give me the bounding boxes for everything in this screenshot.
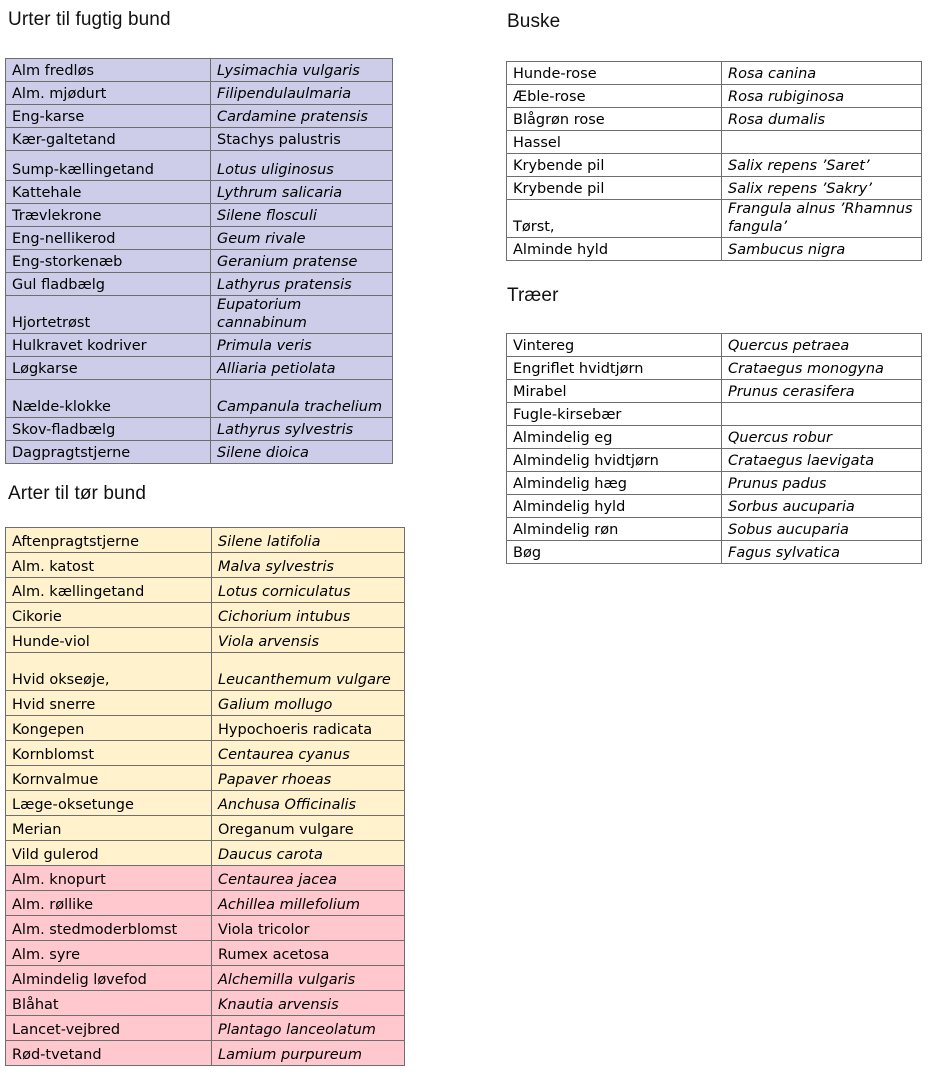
table-row xyxy=(6,296,393,334)
latin-name-cell: Lathyrus pratensis xyxy=(211,273,393,296)
common-name-cell: Vintereg xyxy=(507,334,722,357)
common-name-cell: Alm. syre xyxy=(6,941,212,966)
table-row xyxy=(6,816,405,841)
latin-name-cell: Frangula alnus ’Rhamnus fangula’ xyxy=(722,200,922,238)
latin-name-cell: Quercus petraea xyxy=(722,334,922,357)
table-row xyxy=(507,85,922,108)
table-row xyxy=(6,105,393,128)
common-name-cell: Hvid okseøje, xyxy=(6,653,212,691)
latin-name-cell: Salix repens ’Sakry’ xyxy=(722,177,922,200)
latin-name-cell: Galium mollugo xyxy=(212,691,405,716)
latin-name-cell: Malva sylvestris xyxy=(212,553,405,578)
common-name-cell: Løgkarse xyxy=(6,357,211,380)
latin-name-cell: Stachys palustris xyxy=(211,128,393,151)
table-row xyxy=(507,472,922,495)
table-row xyxy=(6,1041,405,1066)
common-name-cell: Dagpragtstjerne xyxy=(6,441,211,464)
table-row xyxy=(507,518,922,541)
latin-name-cell: Cardamine pratensis xyxy=(211,105,393,128)
common-name-cell: Merian xyxy=(6,816,212,841)
latin-name-cell: Lythrum salicaria xyxy=(211,181,393,204)
common-name-cell: Almindelig hyld xyxy=(507,495,722,518)
table-row xyxy=(6,227,393,250)
common-name-cell: Hassel xyxy=(507,131,722,154)
latin-name-cell: Rumex acetosa xyxy=(212,941,405,966)
latin-name-cell: Geranium pratense xyxy=(211,250,393,273)
table-row xyxy=(6,578,405,603)
table-row xyxy=(6,891,405,916)
table-row xyxy=(6,916,405,941)
table-row xyxy=(507,131,922,154)
common-name-cell: Skov-fladbælg xyxy=(6,418,211,441)
common-name-cell: Hunde-rose xyxy=(507,62,722,85)
common-name-cell: Alm. stedmoderblomst xyxy=(6,916,212,941)
latin-name-cell: Alchemilla vulgaris xyxy=(212,966,405,991)
common-name-cell: Alm. mjødurt xyxy=(6,82,211,105)
table-row xyxy=(6,151,393,181)
common-name-cell: Mirabel xyxy=(507,380,722,403)
common-name-cell: Alm fredløs xyxy=(6,59,211,82)
latin-name-cell: Rosa rubiginosa xyxy=(722,85,922,108)
common-name-cell: Nælde-klokke xyxy=(6,380,211,418)
table-row xyxy=(6,334,393,357)
table-row xyxy=(507,62,922,85)
latin-name-cell: Quercus robur xyxy=(722,426,922,449)
latin-name-cell: Lotus uliginosus xyxy=(211,151,393,181)
table-row xyxy=(6,628,405,653)
common-name-cell: Alminde hyld xyxy=(507,238,722,261)
latin-name-cell: Plantago lanceolatum xyxy=(212,1016,405,1041)
trees-table xyxy=(506,333,922,564)
table-row xyxy=(6,418,393,441)
latin-name-cell: Lotus corniculatus xyxy=(212,578,405,603)
common-name-cell: Gul fladbælg xyxy=(6,273,211,296)
shrubs-table xyxy=(506,61,922,261)
latin-name-cell: Prunus padus xyxy=(722,472,922,495)
table-row xyxy=(6,273,393,296)
table-row xyxy=(6,603,405,628)
table-row xyxy=(6,380,393,418)
table-row xyxy=(6,966,405,991)
latin-name-cell: Geum rivale xyxy=(211,227,393,250)
common-name-cell: Almindelig hæg xyxy=(507,472,722,495)
latin-name-cell: Leucanthemum vulgare xyxy=(212,653,405,691)
common-name-cell: Æble-rose xyxy=(507,85,722,108)
table-row xyxy=(6,741,405,766)
table-row xyxy=(507,238,922,261)
common-name-cell: Lancet-vejbred xyxy=(6,1016,212,1041)
latin-name-cell: Rosa dumalis xyxy=(722,108,922,131)
table-row xyxy=(6,941,405,966)
common-name-cell: Sump-kællingetand xyxy=(6,151,211,181)
table-row xyxy=(507,200,922,238)
common-name-cell: Alm. kællingetand xyxy=(6,578,212,603)
table-row xyxy=(507,541,922,564)
common-name-cell: Vild gulerod xyxy=(6,841,212,866)
heading-moist-soil-herbs: Urter til fugtig bund xyxy=(8,9,171,30)
table-row xyxy=(6,250,393,273)
latin-name-cell xyxy=(722,131,922,154)
latin-name-cell: Crataegus monogyna xyxy=(722,357,922,380)
common-name-cell: Rød-tvetand xyxy=(6,1041,212,1066)
latin-name-cell: Cichorium intubus xyxy=(212,603,405,628)
latin-name-cell: Sambucus nigra xyxy=(722,238,922,261)
latin-name-cell: Primula veris xyxy=(211,334,393,357)
table-row xyxy=(6,181,393,204)
common-name-cell: Fugle-kirsebær xyxy=(507,403,722,426)
common-name-cell: Trævlekrone xyxy=(6,204,211,227)
latin-name-cell: Silene latifolia xyxy=(212,528,405,553)
table-row xyxy=(6,716,405,741)
common-name-cell: Almindelig røn xyxy=(507,518,722,541)
latin-name-cell: Prunus cerasifera xyxy=(722,380,922,403)
latin-name-cell: Silene flosculi xyxy=(211,204,393,227)
common-name-cell: Kornvalmue xyxy=(6,766,212,791)
latin-name-cell: Filipendulaulmaria xyxy=(211,82,393,105)
latin-name-cell: Papaver rhoeas xyxy=(212,766,405,791)
latin-name-cell: Centaurea jacea xyxy=(212,866,405,891)
latin-name-cell: Viola tricolor xyxy=(212,916,405,941)
common-name-cell: Tørst, xyxy=(507,200,722,238)
common-name-cell: Almindelig hvidtjørn xyxy=(507,449,722,472)
common-name-cell: Eng-nellikerod xyxy=(6,227,211,250)
latin-name-cell: Lysimachia vulgaris xyxy=(211,59,393,82)
table-row xyxy=(507,334,922,357)
common-name-cell: Aftenpragtstjerne xyxy=(6,528,212,553)
latin-name-cell: Hypochoeris radicata xyxy=(212,716,405,741)
common-name-cell: Bøg xyxy=(507,541,722,564)
latin-name-cell: Lamium purpureum xyxy=(212,1041,405,1066)
common-name-cell: Hjortetrøst xyxy=(6,296,211,334)
table-row xyxy=(6,841,405,866)
latin-name-cell: Sobus aucuparia xyxy=(722,518,922,541)
latin-name-cell: Lathyrus sylvestris xyxy=(211,418,393,441)
common-name-cell: Blågrøn rose xyxy=(507,108,722,131)
table-row xyxy=(507,380,922,403)
common-name-cell: Læge-oksetunge xyxy=(6,791,212,816)
table-row xyxy=(6,866,405,891)
latin-name-cell: Rosa canina xyxy=(722,62,922,85)
latin-name-cell: Campanula trachelium xyxy=(211,380,393,418)
latin-name-cell: Crataegus laevigata xyxy=(722,449,922,472)
latin-name-cell: Achillea millefolium xyxy=(212,891,405,916)
table-row xyxy=(507,403,922,426)
common-name-cell: Alm. knopurt xyxy=(6,866,212,891)
latin-name-cell: Oreganum vulgare xyxy=(212,816,405,841)
latin-name-cell: Silene dioica xyxy=(211,441,393,464)
table-row xyxy=(6,357,393,380)
common-name-cell: Blåhat xyxy=(6,991,212,1016)
common-name-cell: Kornblomst xyxy=(6,741,212,766)
latin-name-cell: Knautia arvensis xyxy=(212,991,405,1016)
latin-name-cell xyxy=(722,403,922,426)
common-name-cell: Eng-storkenæb xyxy=(6,250,211,273)
latin-name-cell: Centaurea cyanus xyxy=(212,741,405,766)
common-name-cell: Kongepen xyxy=(6,716,212,741)
table-row xyxy=(6,553,405,578)
table-row xyxy=(6,441,393,464)
common-name-cell: Kær-galtetand xyxy=(6,128,211,151)
table-row xyxy=(507,449,922,472)
table-row xyxy=(507,154,922,177)
table-row xyxy=(6,528,405,553)
table-row xyxy=(6,128,393,151)
table-row xyxy=(6,59,393,82)
common-name-cell: Alm. røllike xyxy=(6,891,212,916)
common-name-cell: Hunde-viol xyxy=(6,628,212,653)
table-row xyxy=(6,204,393,227)
table-row xyxy=(507,426,922,449)
common-name-cell: Alm. katost xyxy=(6,553,212,578)
common-name-cell: Krybende pil xyxy=(507,154,722,177)
latin-name-cell: Salix repens ’Saret’ xyxy=(722,154,922,177)
heading-dry-soil-species: Arter til tør bund xyxy=(8,483,147,504)
heading-shrubs: Buske xyxy=(507,11,561,32)
latin-name-cell: Viola arvensis xyxy=(212,628,405,653)
table-row xyxy=(507,357,922,380)
latin-name-cell: Eupatorium cannabinum xyxy=(211,296,393,334)
table-row xyxy=(6,791,405,816)
latin-name-cell: Anchusa Officinalis xyxy=(212,791,405,816)
latin-name-cell: Alliaria petiolata xyxy=(211,357,393,380)
common-name-cell: Engriflet hvidtjørn xyxy=(507,357,722,380)
table-row xyxy=(507,495,922,518)
common-name-cell: Kattehale xyxy=(6,181,211,204)
table-row xyxy=(6,991,405,1016)
table-row xyxy=(6,766,405,791)
latin-name-cell: Fagus sylvatica xyxy=(722,541,922,564)
common-name-cell: Almindelig eg xyxy=(507,426,722,449)
dry-soil-species-table xyxy=(5,527,405,1066)
common-name-cell: Eng-karse xyxy=(6,105,211,128)
table-row xyxy=(6,1016,405,1041)
table-row xyxy=(6,653,405,691)
table-row xyxy=(507,108,922,131)
common-name-cell: Hulkravet kodriver xyxy=(6,334,211,357)
latin-name-cell: Sorbus aucuparia xyxy=(722,495,922,518)
common-name-cell: Cikorie xyxy=(6,603,212,628)
common-name-cell: Almindelig løvefod xyxy=(6,966,212,991)
latin-name-cell: Daucus carota xyxy=(212,841,405,866)
common-name-cell: Hvid snerre xyxy=(6,691,212,716)
common-name-cell: Krybende pil xyxy=(507,177,722,200)
moist-soil-herbs-table xyxy=(5,58,393,464)
table-row xyxy=(507,177,922,200)
table-row xyxy=(6,691,405,716)
heading-trees: Træer xyxy=(507,285,559,306)
table-row xyxy=(6,82,393,105)
